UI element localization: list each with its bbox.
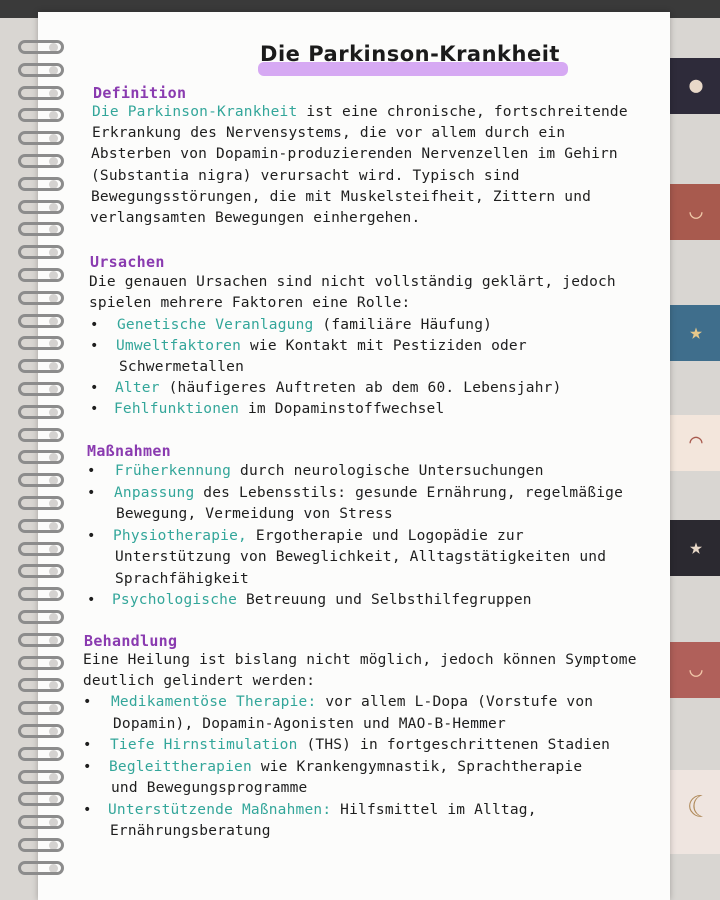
notebook-page — [38, 12, 670, 900]
text-line: und Bewegungsprogramme — [111, 780, 308, 796]
spiral-ring — [18, 770, 64, 784]
keyword: Medikamentöse Therapie: — [111, 694, 317, 710]
spiral-ring — [18, 382, 64, 396]
text-line: Die genauen Ursachen sind nicht vollständig geklärt, jedoch — [89, 274, 616, 290]
section-heading-massnahmen: Maßnahmen — [87, 442, 171, 460]
text: Erkrankung des Nervensystems, die vor allem durch ein — [92, 125, 566, 142]
spiral-ring — [18, 610, 64, 624]
spiral-ring — [18, 359, 64, 373]
spiral-ring — [18, 861, 64, 875]
section-heading-behandlung: Behandlung — [84, 632, 178, 650]
divider-tab — [670, 415, 720, 471]
text-line — [115, 378, 562, 399]
bullet-point: • — [83, 801, 92, 818]
definition-line — [92, 102, 628, 123]
spiral-ring — [18, 154, 64, 168]
text: durch neurologische Untersuchungen — [231, 463, 544, 479]
text-line: spielen mehrere Faktoren eine Rolle: — [89, 295, 411, 311]
spiral-ring — [18, 108, 64, 122]
definition-line — [91, 187, 591, 208]
divider-tab — [670, 184, 720, 240]
text-line — [114, 483, 623, 504]
text-line — [109, 757, 582, 778]
section-heading-definition: Definition — [93, 84, 187, 102]
spiral-ring — [18, 724, 64, 738]
text-line: Bewegung, Vermeidung von Stress — [116, 506, 393, 522]
text-line — [117, 315, 492, 336]
spiral-ring — [18, 86, 64, 100]
text: Ergotherapie und Logopädie zur — [246, 527, 524, 544]
text: im Dopaminstoffwechsel — [239, 401, 445, 417]
divider-tab — [670, 58, 720, 114]
keyword: Anpassung — [114, 484, 195, 501]
spiral-ring — [18, 656, 64, 670]
definition-line — [90, 208, 420, 229]
keyword: Unterstützende Maßnahmen: — [108, 801, 332, 818]
spiral-ring — [18, 291, 64, 305]
moon-icon: ◡ — [689, 657, 703, 682]
keyword: Umweltfaktoren — [116, 338, 242, 354]
text: verlangsamten Bewegungen einhergehen. — [90, 210, 421, 226]
text-line: Dopamin), Dopamin-Agonisten und MAO-B-Hemmer — [113, 715, 506, 732]
spiral-ring — [18, 633, 64, 647]
text-line: Ernährungsberatung — [110, 823, 271, 839]
spiral-ring — [18, 405, 64, 419]
spiral-ring — [18, 542, 64, 556]
spiral-ring — [18, 587, 64, 601]
half-moon-icon: ◠ — [689, 430, 703, 455]
spiral-ring — [18, 678, 64, 692]
keyword: Die Parkinson-Krankheit — [92, 104, 298, 120]
bullet-point: • — [90, 380, 99, 396]
keyword: Psychologische — [112, 592, 238, 608]
bullet-point: • — [87, 527, 96, 544]
crescent-icon: ☾ — [686, 790, 706, 825]
text-line — [114, 399, 444, 420]
text: (familiäre Häufung) — [313, 317, 493, 333]
keyword: Tiefe Hirnstimulation — [110, 737, 298, 753]
keyword: Alter — [115, 380, 160, 396]
spiral-ring — [18, 40, 64, 54]
text-line — [112, 590, 532, 611]
text-line — [111, 692, 593, 713]
page-title: Die Parkinson-Krankheit — [260, 42, 560, 66]
text: des Lebensstils: gesunde Ernährung, regelmäßige — [194, 484, 624, 501]
bullet-point: • — [90, 338, 99, 354]
text: (Substantia nigra) verursacht wird. Typisch sind — [91, 167, 520, 184]
text: Hilfsmittel im Alltag, — [331, 801, 537, 818]
text: ist eine chronische, fortschreitende — [297, 104, 628, 120]
definition-line — [92, 123, 565, 144]
text-line: deutlich gelindert werden: — [83, 673, 316, 689]
spiral-ring — [18, 701, 64, 715]
bullet-point: • — [87, 592, 96, 608]
definition-line — [91, 144, 618, 165]
text-line — [116, 336, 527, 357]
keyword: Genetische Veranlagung — [117, 317, 314, 333]
spiral-ring — [18, 815, 64, 829]
spiral-ring — [18, 314, 64, 328]
text-line: Schwermetallen — [119, 359, 245, 375]
spiral-ring — [18, 473, 64, 487]
text: (häufigeres Auftreten ab dem 60. Lebensjahr) — [159, 380, 562, 396]
bullet-point: • — [90, 317, 99, 333]
spiral-ring — [18, 131, 64, 145]
bullet-point: • — [83, 737, 92, 753]
spiral-ring — [18, 428, 64, 442]
divider-tab — [670, 642, 720, 698]
divider-tab — [670, 770, 720, 854]
text-line: Unterstützung von Beweglichkeit, Alltagstätigkeiten und — [115, 549, 607, 565]
bullet-point: • — [87, 463, 96, 479]
star-icon: ★ — [689, 535, 703, 560]
text: vor allem L-Dopa (Vorstufe von — [316, 694, 594, 710]
keyword: Physiotherapie, — [113, 527, 247, 544]
spiral-ring — [18, 336, 64, 350]
keyword: Fehlfunktionen — [114, 401, 240, 417]
text-line — [110, 735, 610, 756]
spiral-ring — [18, 496, 64, 510]
spiral-ring — [18, 747, 64, 761]
bullet-point: • — [83, 758, 92, 775]
text-line — [108, 800, 537, 821]
section-heading-ursachen: Ursachen — [90, 253, 165, 271]
keyword: Begleittherapien — [109, 758, 252, 775]
spiral-ring — [18, 519, 64, 533]
spiral-ring — [18, 63, 64, 77]
text-line — [115, 461, 544, 482]
circle-icon: ● — [689, 73, 703, 98]
spiral-ring — [18, 838, 64, 852]
text: Absterben von Dopamin-produzierenden Nervenzellen im Gehirn — [91, 146, 618, 163]
star-icon: ★ — [689, 320, 703, 345]
keyword: Früherkennung — [115, 463, 232, 479]
bullet-point: • — [87, 484, 96, 501]
divider-tab — [670, 520, 720, 576]
text-line: Eine Heilung ist bislang nicht möglich, jedoch können Symptome — [83, 652, 637, 668]
moon-icon: ◡ — [689, 199, 703, 224]
text-line — [113, 526, 524, 547]
spiral-ring — [18, 268, 64, 282]
spiral-ring — [18, 177, 64, 191]
spiral-ring — [18, 245, 64, 259]
spiral-ring — [18, 222, 64, 236]
definition-line — [91, 166, 520, 187]
divider-tab — [670, 305, 720, 361]
text: (THS) in fortgeschrittenen Stadien — [297, 737, 611, 753]
bullet-point: • — [83, 694, 92, 710]
text-line: Sprachfähigkeit — [115, 570, 249, 587]
text: wie Krankengymnastik, Sprachtherapie — [251, 758, 583, 775]
spiral-ring — [18, 200, 64, 214]
spiral-ring — [18, 564, 64, 578]
bullet-point: • — [90, 401, 99, 417]
text: wie Kontakt mit Pestiziden oder — [241, 338, 527, 354]
text: Bewegungsstörungen, die mit Muskelsteifheit, Zittern und — [91, 188, 592, 205]
spiral-ring — [18, 450, 64, 464]
text: Betreuung und Selbsthilfegruppen — [237, 592, 532, 608]
spiral-ring — [18, 792, 64, 806]
